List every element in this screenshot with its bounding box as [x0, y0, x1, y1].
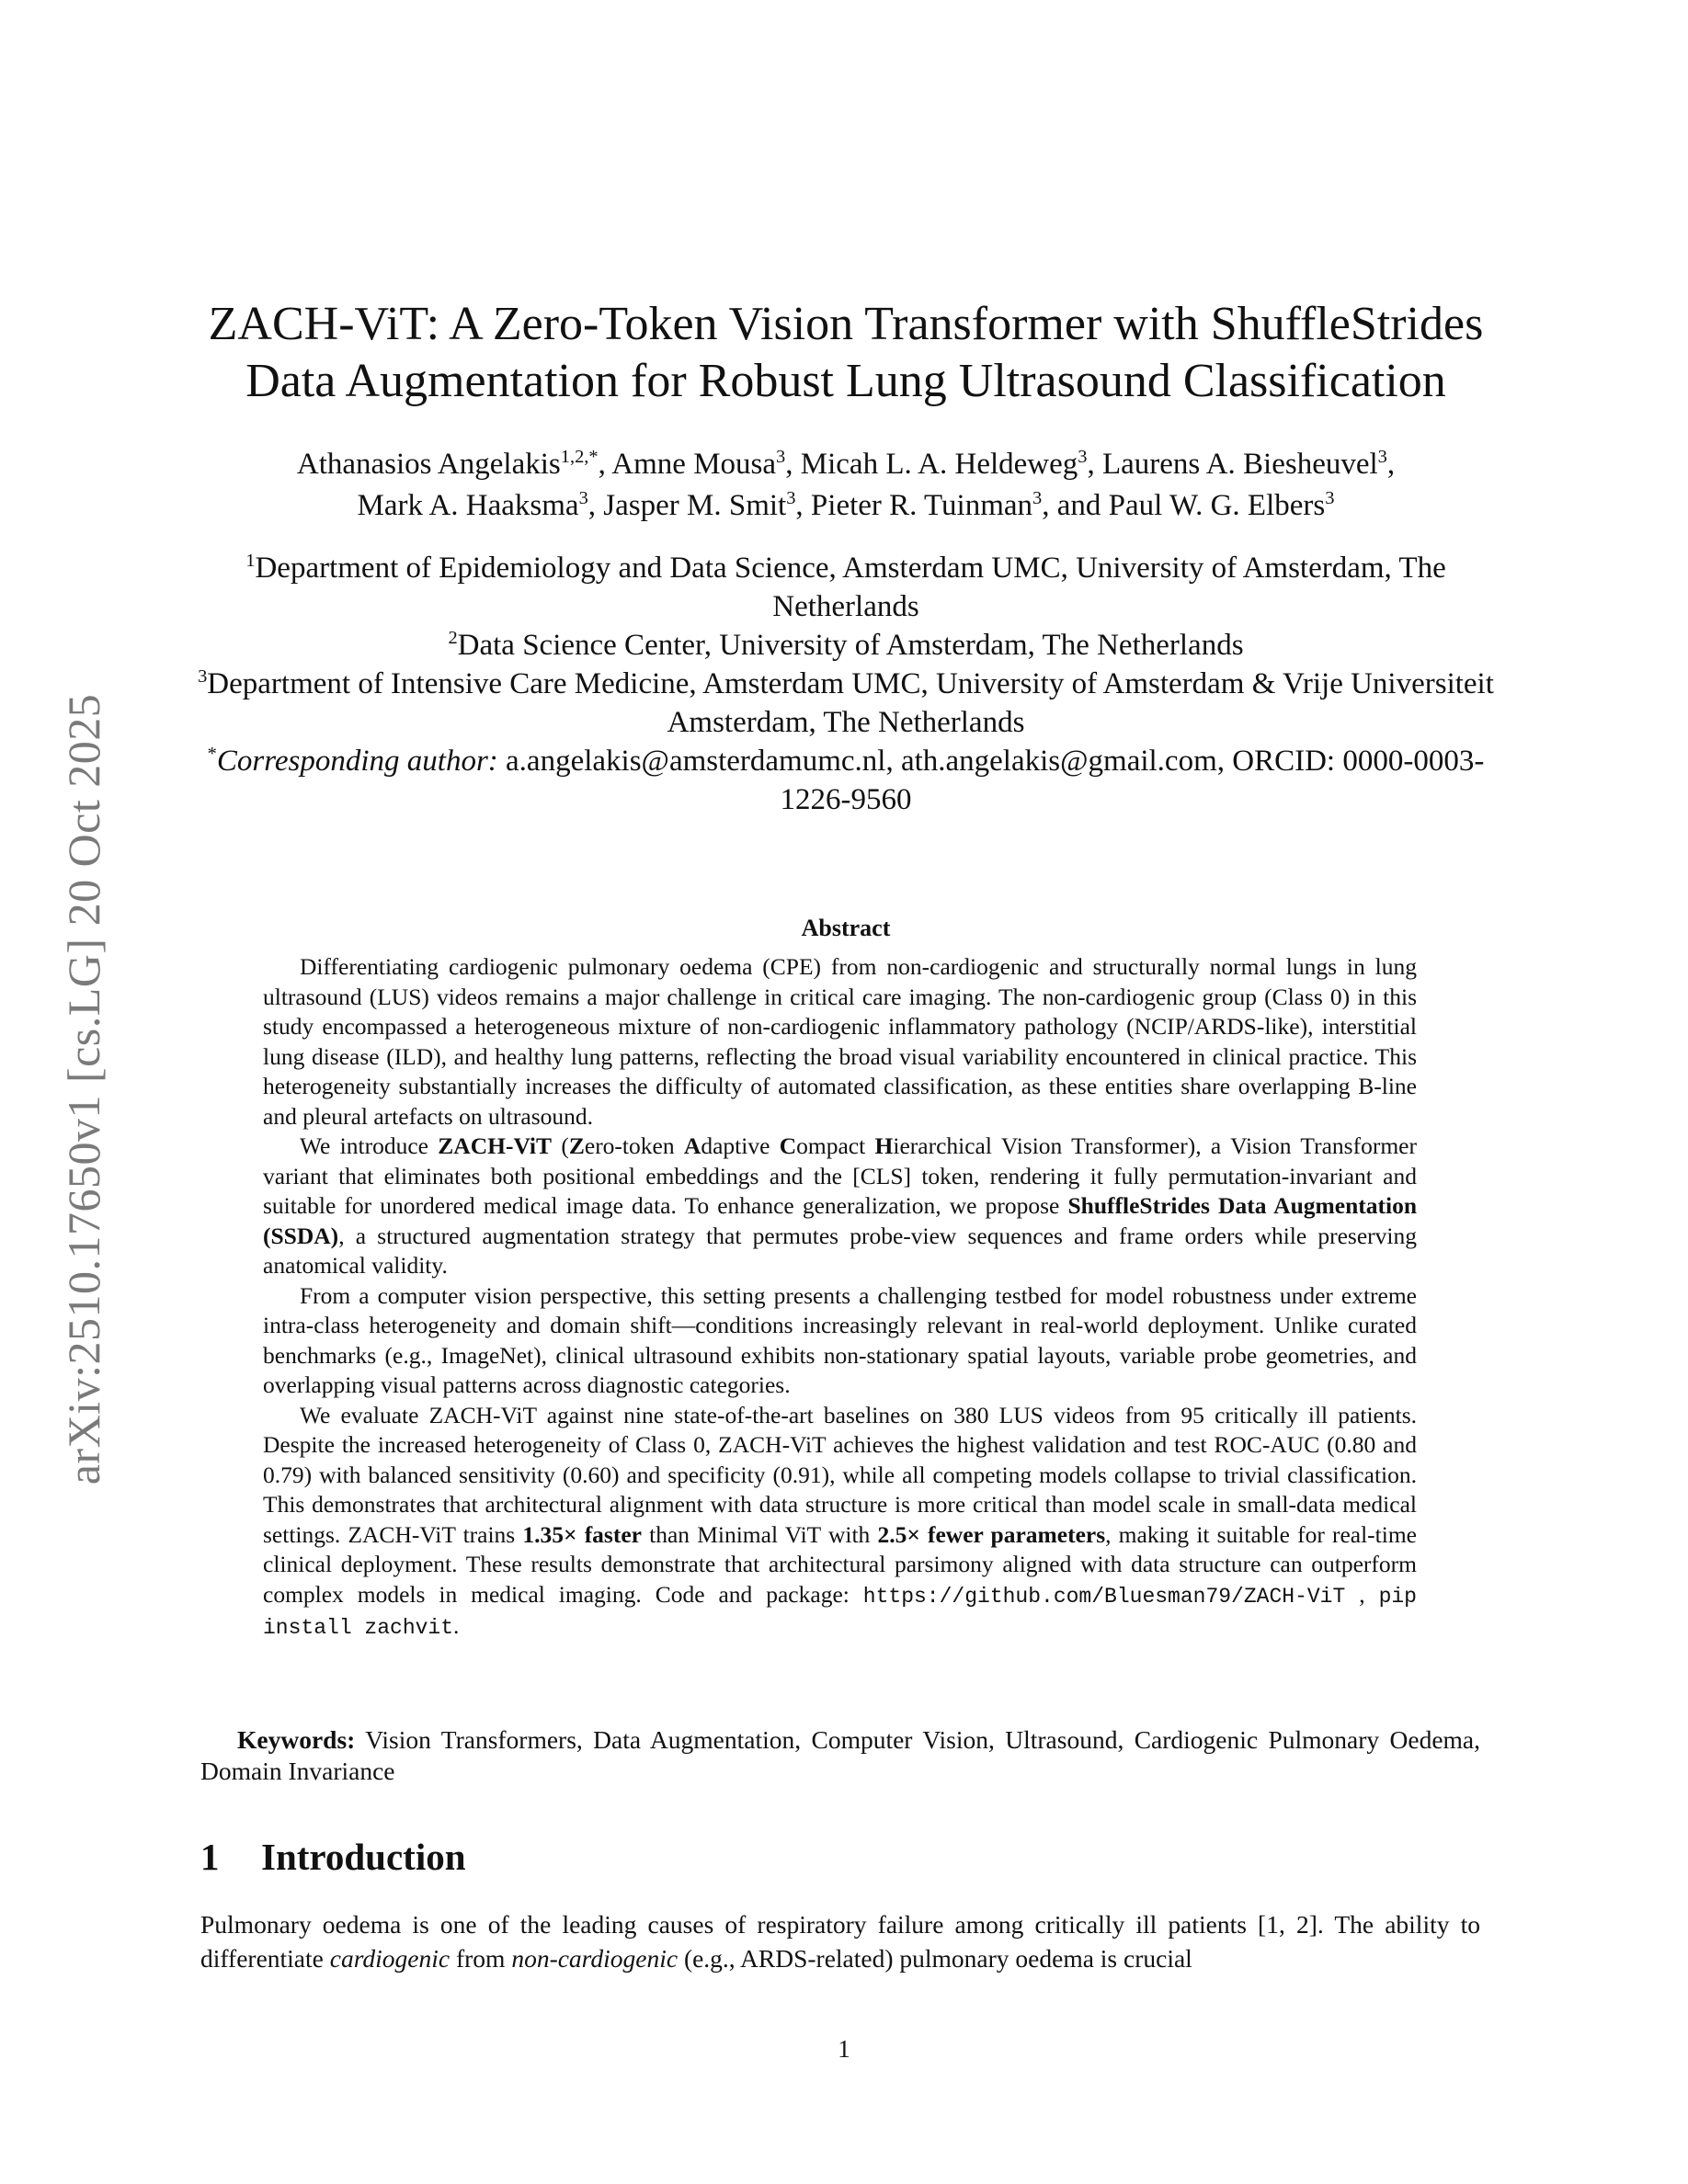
- affil-text: Department of Intensive Care Medicine, Amsterdam UMC, University of Amsterdam & Vrije Universiteit Amsterdam, The Netherlands: [207, 667, 1494, 739]
- speed-highlight: 1.35× faster: [522, 1520, 642, 1548]
- text-run: ierarchical Vision Transformer), a Vision Transformer variant that eliminates both positional embeddings and the [CLS] token, rendering it fully permutation-invariant and suitable for unordered medical image data. To enhance generalization, we propose: [263, 1132, 1417, 1219]
- text-run: ompact: [796, 1132, 875, 1159]
- text-run: (e.g., ARDS-related) pulmonary oedema is crucial: [678, 1944, 1192, 1973]
- acronym-letter: A: [683, 1132, 701, 1159]
- abstract-paragraph-4: [263, 1401, 1417, 1644]
- abstract-paragraph-2: [263, 1132, 1417, 1281]
- author-name: , Laurens A. Biesheuvel: [1087, 448, 1378, 481]
- affiliation-3: [193, 665, 1499, 742]
- abstract-paragraph-3: From a computer vision perspective, this setting presents a challenging testbed for model robustness under extreme intra-class heterogeneity and domain shift—conditions increasingly relevant in real-world deployment. Unlike curated benchmarks (e.g., ImageNet), clinical ultrasound exhibits non-stationary spatial layouts, variable probe geometries, and overlapping visual patterns across diagnostic categories.: [263, 1281, 1417, 1398]
- affil-mark: 1: [245, 551, 256, 571]
- page-number: 1: [838, 2035, 850, 2063]
- author-affil-mark: 3: [1078, 447, 1088, 467]
- repository-link[interactable]: https://github.com/Bluesman79/ZACH-ViT: [862, 1584, 1346, 1609]
- affiliation-list: [193, 549, 1499, 819]
- author-affil-mark: 3: [1032, 488, 1043, 508]
- author-list: [193, 444, 1499, 527]
- text-run: We evaluate ZACH-ViT against nine state-of-the-art baselines on 380 LUS videos from 95 critically ill patients. Despite the increased heterogeneity of Class 0, ZACH-ViT achieves the highest validation and test ROC-AUC (0.80 and 0.79) with balanced sensitivity (0.60) and specificity (0.91), while all competing models collapse to trivial classification. This demonstrates that architectural alignment with data structure is more critical than model scale in small-data medical settings. ZACH-ViT trains: [263, 1401, 1417, 1548]
- acronym-letter: H: [874, 1132, 894, 1159]
- corresponding-author: [193, 742, 1499, 819]
- corr-contact: a.angelakis@amsterdamumc.nl, ath.angelakis@gmail.com, ORCID: 0000-0003-1226-9560: [497, 745, 1485, 816]
- emphasis: cardiogenic: [329, 1944, 451, 1973]
- paper-title: [193, 296, 1499, 410]
- author-name: , Micah L. A. Heldeweg: [785, 448, 1078, 481]
- text-run: We introduce: [300, 1132, 439, 1159]
- affil-mark: 3: [198, 666, 208, 687]
- author-affil-mark: 3: [578, 488, 588, 508]
- arxiv-sidebar-stamp: [57, 611, 110, 1567]
- text-run: ero-token: [584, 1132, 684, 1159]
- author-name: , Amne Mousa: [598, 448, 777, 481]
- acronym-letter: C: [779, 1132, 797, 1159]
- affiliation-2: [193, 626, 1499, 665]
- author-affil-mark: 1,2,*: [560, 447, 599, 467]
- author-separator: ,: [1386, 448, 1396, 481]
- author-name: , and Paul W. G. Elbers: [1042, 489, 1326, 522]
- text-run: , making it suitable for real-time clinical deployment. These results demonstrate that architectural parsimony aligned with data structure can outperform complex models in medical imaging. Code and package:: [263, 1520, 1417, 1608]
- author-affil-mark: 3: [1325, 488, 1335, 508]
- section-number: 1: [200, 1836, 220, 1878]
- affil-mark: 2: [448, 628, 458, 648]
- text-run: than Minimal ViT with: [642, 1520, 878, 1548]
- title-line-1: ZACH-ViT: A Zero-Token Vision Transformer with ShuffleStrides: [208, 298, 1484, 350]
- abstract-heading: Abstract: [801, 915, 891, 941]
- text-run: ,: [1345, 1580, 1379, 1608]
- keywords-label: Keywords:: [237, 1725, 356, 1754]
- text-run: , a structured augmentation strategy that permutes probe-view sequences and frame orders while preserving anatomical validity.: [263, 1222, 1417, 1279]
- text-run: (: [552, 1132, 569, 1159]
- text-run: .: [453, 1612, 460, 1639]
- author-name: Mark A. Haaksma: [357, 489, 579, 522]
- text-run: from: [450, 1944, 512, 1973]
- introduction-paragraph: [200, 1907, 1480, 1975]
- affil-text: Data Science Center, University of Amsterdam, The Netherlands: [457, 629, 1244, 662]
- author-name: , Jasper M. Smit: [587, 489, 787, 522]
- abstract-paragraph-1: Differentiating cardiogenic pulmonary oedema (CPE) from non-cardiogenic and structurally normal lungs in lung ultrasound (LUS) videos remains a major challenge in critical care imaging. The non-cardiogenic group (Class 0) in this study encompassed a heterogeneous mixture of non-cardiogenic inflammatory pathology (NCIP/ARDS-like), interstitial lung disease (ILD), and healthy lung patterns, reflecting the broad visual variability encountered in clinical practice. This heterogeneity substantially increases the difficulty of automated classification, as these entities share overlapping B-line and pleural artefacts on ultrasound.: [263, 953, 1417, 1130]
- author-name: Athanasios Angelakis: [296, 448, 561, 481]
- title-line-2: Data Augmentation for Robust Lung Ultrasound Classification: [245, 355, 1446, 407]
- model-name: ZACH-ViT: [438, 1132, 553, 1159]
- abstract-body: [263, 952, 1417, 1644]
- params-highlight: 2.5× fewer parameters: [877, 1520, 1106, 1548]
- author-affil-mark: 3: [776, 447, 786, 467]
- acronym-letter: Z: [568, 1132, 585, 1159]
- emphasis: non-cardiogenic: [511, 1944, 679, 1973]
- affil-text: Department of Epidemiology and Data Science, Amsterdam UMC, University of Amsterdam, The Netherlands: [255, 552, 1446, 623]
- keywords: [200, 1724, 1480, 1787]
- affiliation-1: [193, 549, 1499, 626]
- corr-mark: *: [207, 744, 217, 764]
- text-run: Pulmonary oedema is one of the leading causes of respiratory failure among critically ill patients [1, 2]. The ability to differentiate: [200, 1910, 1480, 1973]
- method-name: ShuffleStrides Data Augmentation (SSDA): [263, 1192, 1417, 1249]
- section-heading-introduction: [200, 1835, 1480, 1879]
- text-run: daptive: [701, 1132, 780, 1159]
- author-affil-mark: 3: [786, 488, 796, 508]
- author-affil-mark: 3: [1377, 447, 1387, 467]
- section-title: Introduction: [261, 1836, 466, 1878]
- author-name: , Pieter R. Tuinman: [795, 489, 1033, 522]
- arxiv-identifier: arXiv:2510.17650v1 [cs.LG] 20 Oct 2025: [58, 693, 109, 1485]
- corr-label: Corresponding author:: [216, 745, 498, 778]
- keywords-list: Vision Transformers, Data Augmentation, Computer Vision, Ultrasound, Cardiogenic Pulmonary Oedema, Domain Invariance: [200, 1725, 1480, 1785]
- install-command: pip install zachvit: [263, 1584, 1417, 1640]
